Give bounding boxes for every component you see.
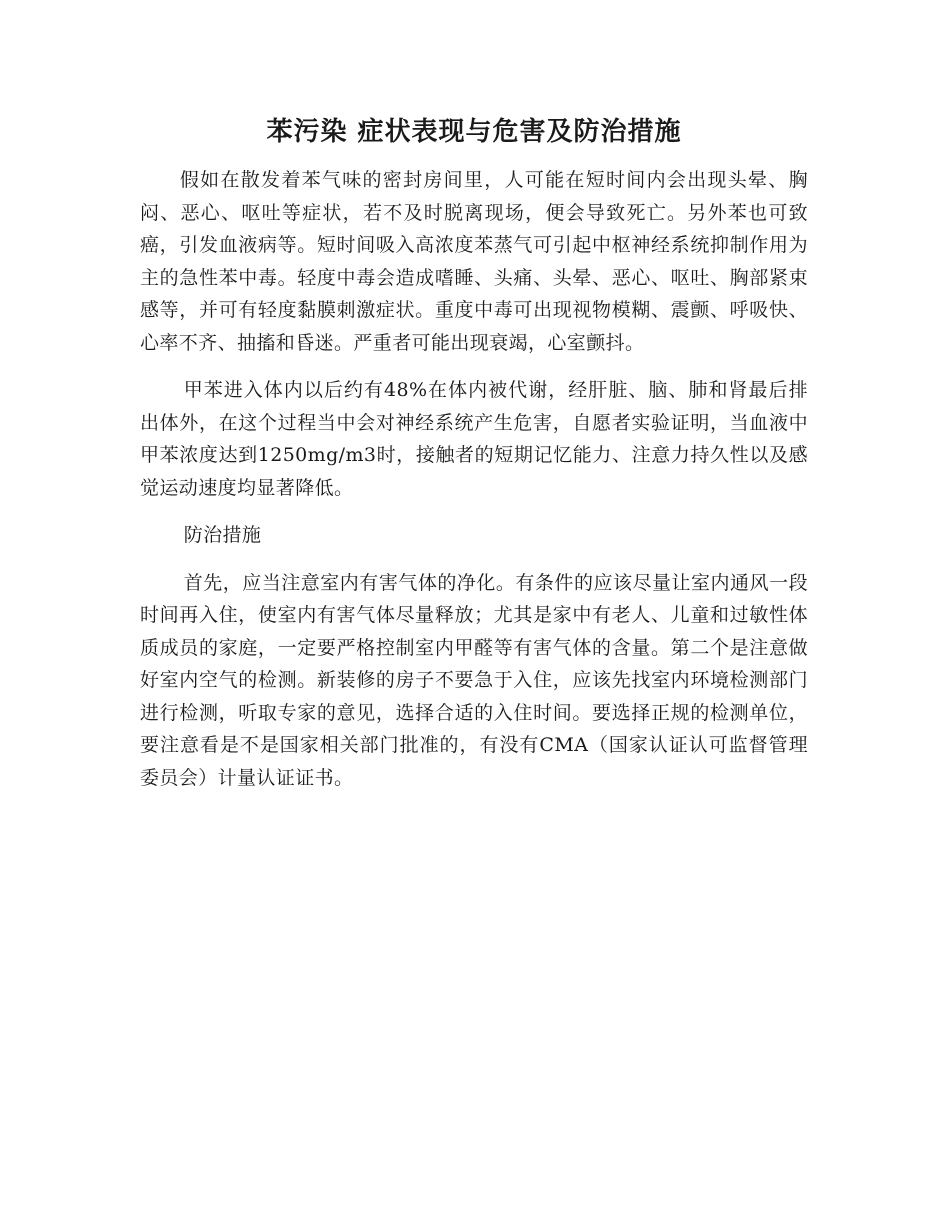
section-heading-prevention: 防治措施	[183, 524, 262, 546]
document-title: 苯污染 症状表现与危害及防治措施	[266, 117, 682, 147]
document-page	[140, 112, 808, 794]
paragraph-toluene: 甲苯进入体内以后约有48%在体内被代谢，经肝脏、脑、肺和肾最后排出体外，在这个过程当中会对神经系统产生危害，自愿者实验证明，当血液中甲苯浓度达到1250mg/m3时，接触者的短期记忆能力、注意力持久性以及感觉运动速度均显著降低。	[140, 379, 808, 499]
paragraph-symptoms: 假如在散发着苯气味的密封房间里，人可能在短时间内会出现头晕、胸闷、恶心、呕吐等症状，若不及时脱离现场，便会导致死亡。另外苯也可致癌，引发血液病等。短时间吸入高浓度苯蒸气可引起中枢神经系统抑制作用为主的急性苯中毒。轻度中毒会造成嗜睡、头痛、头晕、恶心、呕吐、胸部紧束感等，并可有轻度黏膜刺激症状。重度中毒可出现视物模糊、震颤、呼吸快、心率不齐、抽搐和昏迷。严重者可能出现衰竭，心室颤抖。	[140, 169, 808, 354]
paragraph-prevention: 首先，应当注意室内有害气体的净化。有条件的应该尽量让室内通风一段时间再入住，使室内有害气体尽量释放；尤其是家中有老人、儿童和过敏性体质成员的家庭，一定要严格控制室内甲醛等有害气体的含量。第二个是注意做好室内空气的检测。新装修的房子不要急于入住，应该先找室内环境检测部门进行检测，听取专家的意见，选择合适的入住时间。要选择正规的检测单位，要注意看是不是国家相关部门批准的，有没有CMA（国家认证认可监督管理委员会）计量认证证书。	[140, 571, 808, 789]
